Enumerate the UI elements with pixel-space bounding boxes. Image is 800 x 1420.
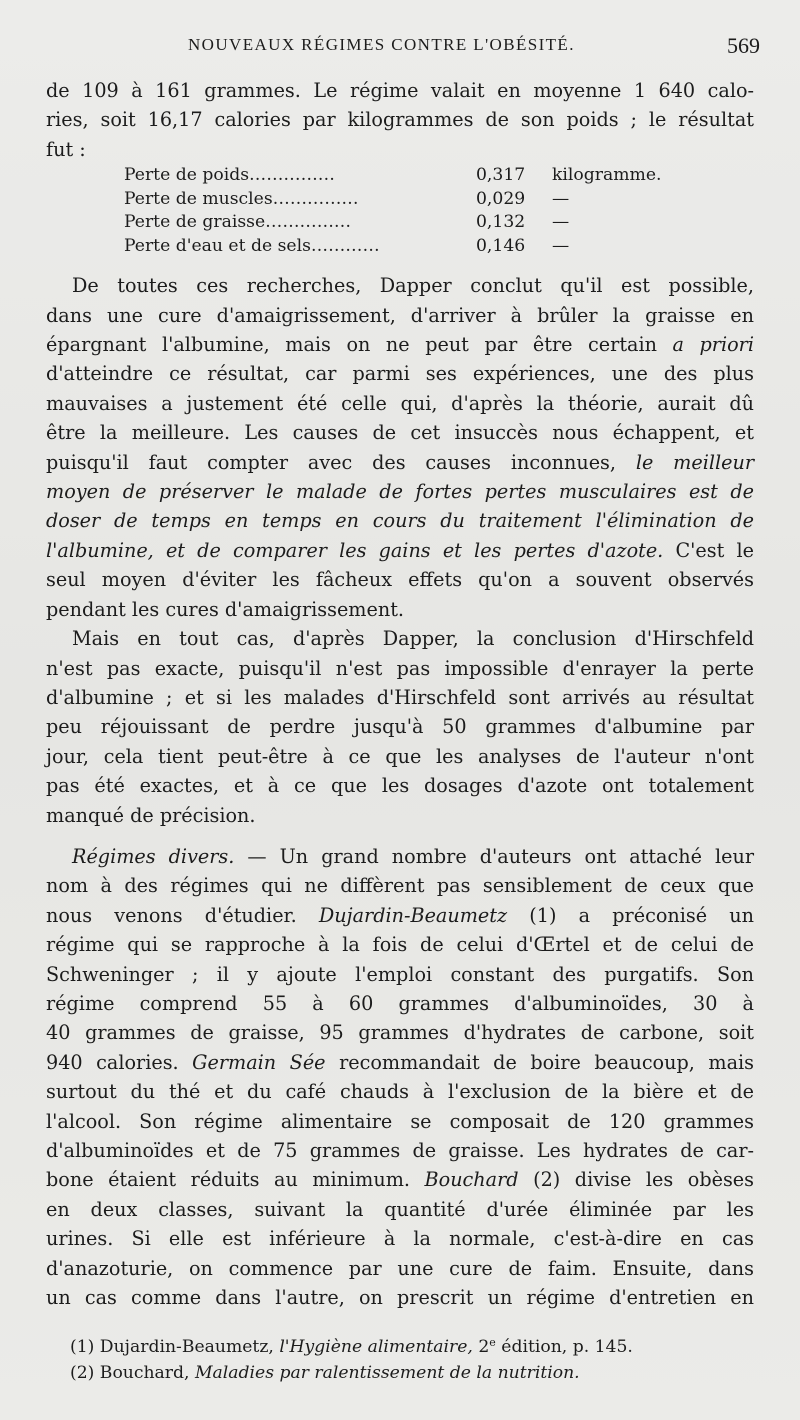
text-line: surtout du thé et du café chauds à l'exclusion de la bière et de [46,1080,754,1104]
page-number: 569 [727,33,760,58]
running-title: NOUVEAUX RÉGIMES CONTRE L'OBÉSITÉ. [188,35,575,54]
text-line: mauvaises a justement été celle qui, d'après la théorie, aurait dû [46,391,754,415]
text-line: doser de temps en temps en cours du traitement l'élimination de [46,509,754,533]
text-line: 940 calories. Germain Sée recommandait de boire beaucoup, mais [46,1050,754,1074]
text-line: moyen de préserver le malade de fortes pertes musculaires est de [46,480,754,504]
text-line: l'alcool. Son régime alimentaire se composait de 120 grammes [46,1109,754,1133]
row-value: 0,132 [476,212,526,233]
footnotes [70,1334,633,1386]
table-row [124,211,661,235]
text-line: puisqu'il faut compter avec des causes inconnues, le meilleur [46,450,754,474]
text-line: nom à des régimes qui ne diffèrent pas sensiblement de ceux que [46,874,754,898]
text-line: d'albuminoïdes et de 75 grammes de graisse. Les hydrates de car- [46,1139,754,1162]
paragraph-regimes-divers [46,842,754,1313]
table-row [124,164,661,188]
text-line: urines. Si elle est inférieure à la normale, c'est-à-dire en cas [46,1227,754,1251]
row-value: 0,146 [476,235,526,256]
row-label: Perte de poids…………… [124,165,335,186]
text-line: pendant les cures d'amaigrissement. [46,597,405,621]
text-line: nous venons d'étudier. Dujardin-Beaumetz (1) a préconisé un [46,903,754,927]
text-line: de 109 à 161 grammes. Le régime valait en moyenne 1 640 calo- [46,79,754,102]
text-line: d'atteindre ce résultat, car parmi ses expériences, une des plus [46,362,754,386]
text-line: d'anazoturie, on commence par une cure de faim. Ensuite, dans [46,1256,754,1280]
text-line: De toutes ces recherches, Dapper conclut qu'il est possible, [72,274,754,298]
row-unit: — [552,188,570,209]
row-value: 0,317 [476,165,526,186]
row-unit: kilogramme. [552,165,662,186]
text-line: n'est pas exacte, puisqu'il n'est pas impossible d'enrayer la perte [46,656,754,680]
table-row [124,235,661,259]
italic-a-priori: a priori [672,333,754,357]
row-label: Perte de muscles…………… [124,188,359,209]
text-line: l'albumine, et de comparer les gains et les pertes d'azote. C'est le [46,538,755,562]
text-line: un cas comme dans l'autre, on prescrit un régime d'entretien en [46,1286,754,1310]
text-line: peu réjouissant de perdre jusqu'à 50 grammes d'albumine par [46,715,754,739]
row-unit: — [552,235,570,256]
text-line: Régimes divers. — Un grand nombre d'auteurs ont attaché leur [72,844,755,868]
text-line: régime comprend 55 à 60 grammes d'albuminoïdes, 30 à [46,991,754,1015]
row-value: 0,029 [476,188,526,209]
text-line: ries, soit 16,17 calories par kilogrammes de son poids ; le résultat [46,108,754,132]
text-line: jour, cela tient peut-être à ce que les analyses de l'auteur n'ont [46,744,754,768]
paragraph-dapper-conclusion [46,271,754,624]
text-line: Schweninger ; il y ajoute l'emploi constant des purgatifs. Son [46,962,754,986]
main-text [46,76,754,1312]
row-label: Perte de graisse…………… [124,212,352,233]
text-line: en deux classes, suivant la quantité d'urée éliminée par les [46,1197,754,1221]
text-line: fut : [46,137,86,161]
text-line: bone étaient réduits au minimum. Bouchard (2) divise les obèses [46,1168,754,1192]
text-line: épargnant l'albumine, mais on ne peut par être certain a priori [46,333,754,357]
table-row [124,188,661,212]
text-line: pas été exactes, et à ce que les dosages d'azote ont totalement [46,774,754,798]
running-header [48,33,760,61]
paragraph-hirschfeld [46,624,754,830]
footnote-1: (1) Dujardin-Beaumetz, l'Hygiène alimentaire, 2e édition, p. 145. [70,1336,633,1357]
text-line: manqué de précision. [46,803,256,827]
text-line: dans une cure d'amaigrissement, d'arriver à brûler la graisse en [46,303,754,327]
text-line: régime qui se rapproche à la fois de celui d'Œrtel et de celui de [46,933,754,957]
text-line: Mais en tout cas, d'après Dapper, la conclusion d'Hirschfeld [72,627,754,651]
section-heading-regimes-divers: Régimes divers. [72,844,235,868]
row-label: Perte d'eau et de sels………… [124,235,380,256]
paragraph-intro [46,76,754,164]
weight-loss-table [124,164,661,258]
footnote-2: (2) Bouchard, Maladies par ralentissement de la nutrition. [70,1363,580,1383]
text-line: 40 grammes de graisse, 95 grammes d'hydrates de carbone, soit [46,1021,754,1045]
text-line: seul moyen d'éviter les fâcheux effets qu'on a souvent observés [46,568,754,592]
text-line: d'albumine ; et si les malades d'Hirschfeld sont arrivés au résultat [46,685,754,709]
text-line: être la meilleure. Les causes de cet insuccès nous échappent, et [46,421,754,445]
row-unit: — [552,212,570,233]
